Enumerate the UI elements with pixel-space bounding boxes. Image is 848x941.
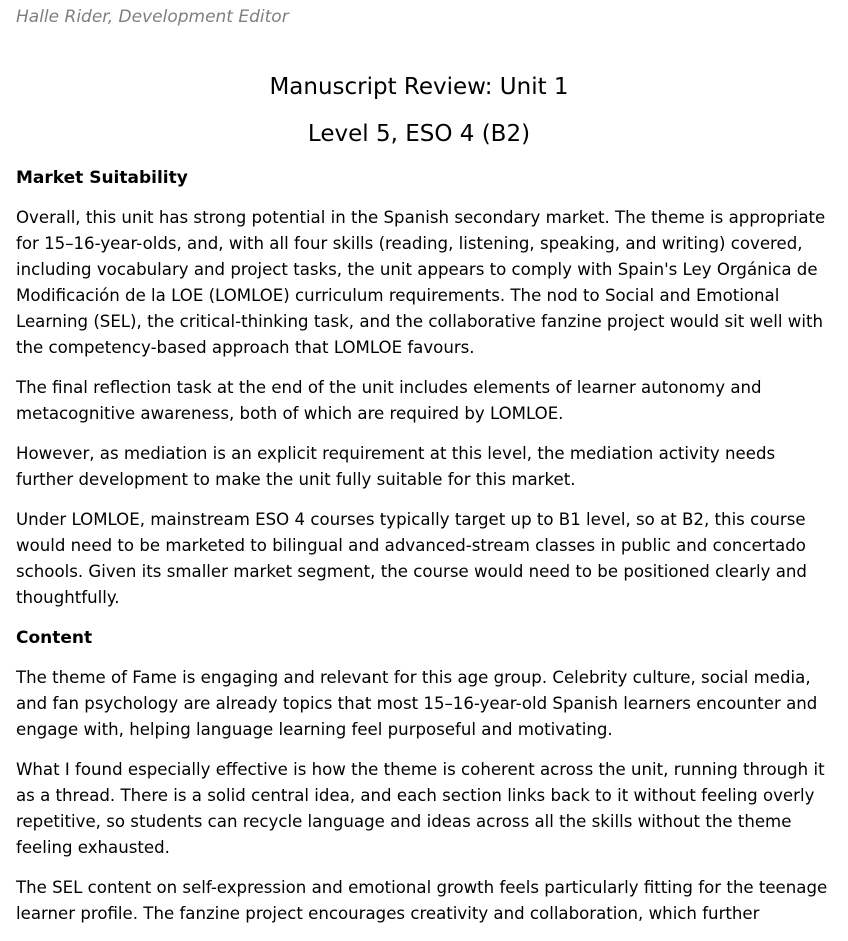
- body-paragraph: However, as mediation is an explicit requirement at this level, the mediation activity needs further development to make the unit fully suitable for this market.: [16, 444, 776, 489]
- author-line: Halle Rider, Development Editor: [16, 7, 289, 27]
- body-paragraph: The final reflection task at the end of the unit includes elements of learner autonomy and metacognitive awareness, both of which are required by LOMLOE.: [16, 378, 762, 423]
- document-subtitle: Level 5, ESO 4 (B2): [307, 121, 531, 147]
- document-body: [16, 165, 828, 941]
- document-title: Manuscript Review: Unit 1: [269, 74, 569, 100]
- body-paragraph: Overall, this unit has strong potential in the Spanish secondary market. The theme is appropriate for 15–16-year-olds, and, with all four skills (reading, listening, speaking, and writing) covered, including vocabulary and project tasks, the unit appears to comply with Spain's Ley Orgánica de Modificación de la LOE (LOMLOE) curriculum requirements. The nod to Social and Emotional Learning (SEL), the critical-thinking task, and the collaborative fanzine project would sit well with the competency-based approach that LOMLOE favours.: [16, 208, 826, 357]
- body-paragraph: The SEL content on self-expression and emotional growth feels particularly fitting for the teenage learner profile. The fanzine project encourages creativity and collaboration, which further: [16, 878, 828, 923]
- section-heading-market-suitability: Market Suitability: [16, 168, 188, 188]
- body-paragraph: What I found especially effective is how the theme is coherent across the unit, running through it as a thread. There is a solid central idea, and each section links back to it without feeling overly repetitive, so students can recycle language and ideas across all the skills without the theme feeling exhausted.: [16, 760, 825, 857]
- section-heading-content: Content: [16, 628, 93, 648]
- body-paragraph: The theme of Fame is engaging and relevant for this age group. Celebrity culture, social media, and fan psychology are already topics that most 15–16-year-old Spanish learners encounter and engage with, helping language learning feel purposeful and motivating.: [16, 668, 818, 739]
- body-paragraph: Under LOMLOE, mainstream ESO 4 courses typically target up to B1 level, so at B2, this course would need to be marketed to bilingual and advanced-stream classes in public and concertado schools. Given its smaller market segment, the course would need to be positioned clearly and thoughtfully.: [16, 510, 807, 607]
